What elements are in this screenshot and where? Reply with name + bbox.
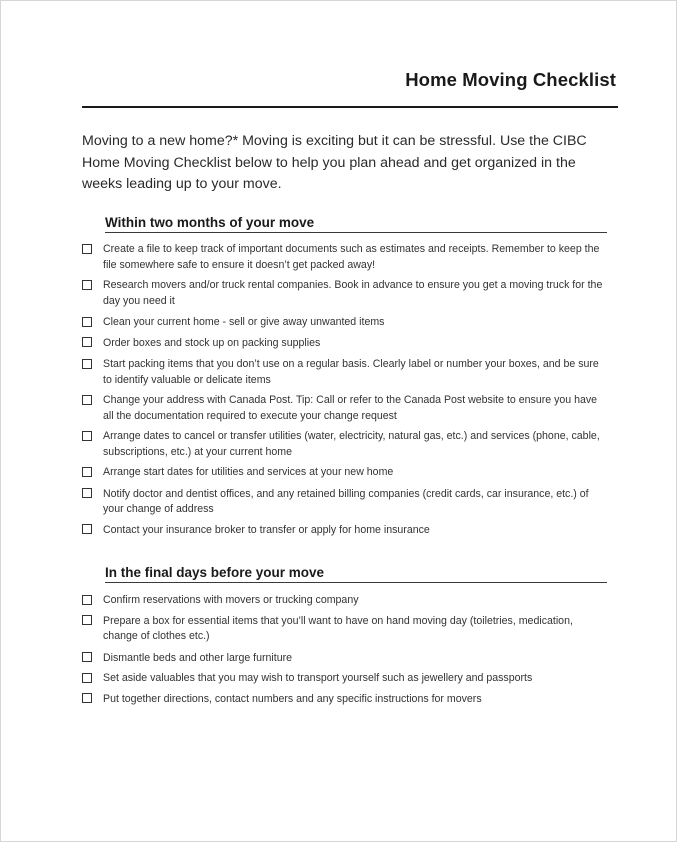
checklist-item-text: Research movers and/or truck rental companies. Book in advance to ensure you get a moving truck for the day you need it [103, 279, 603, 307]
checklist-item-text: Clean your current home - sell or give away unwanted items [103, 316, 385, 328]
checklist-item [82, 614, 607, 645]
section-final-days [82, 565, 607, 707]
checklist-item-text: Notify doctor and dentist offices, and any retained billing companies (credit cards, car insurance, etc.) of your change of address [103, 487, 589, 515]
checklist-item [82, 487, 607, 518]
checklist-item [82, 692, 607, 708]
checklist-item-text: Order boxes and stock up on packing supplies [103, 336, 321, 349]
checklist-item-text: Contact your insurance broker to transfer or apply for home insurance [103, 523, 430, 536]
checklist-item-text: Put together directions, contact numbers and any specific instructions for movers [103, 692, 482, 705]
checklist-item [82, 671, 607, 687]
checklist-item [82, 357, 607, 388]
checklist-item-text: Create a file to keep track of important documents such as estimates and receipts. Remember to keep the file somewhere safe to ensure it doesn’t get packed away! [103, 243, 600, 271]
checkbox[interactable] [82, 280, 92, 290]
checkbox[interactable] [82, 359, 92, 369]
checkbox[interactable] [82, 615, 92, 625]
checklist-item-text: Start packing items that you don’t use on a regular basis. Clearly label or number your boxes, and be sure to identify valuable or delicate items [103, 358, 599, 386]
checklist-item [82, 278, 607, 309]
checklist-item [82, 651, 607, 667]
checklist-item-text: Prepare a box for essential items that you’ll want to have on hand moving day (toiletries, medication, change of clothes etc.) [103, 614, 573, 642]
section-within-two-months [82, 215, 607, 538]
document-title: Home Moving Checklist [405, 69, 616, 90]
checklist-item [82, 393, 607, 424]
checkbox[interactable] [82, 673, 92, 683]
checkbox[interactable] [82, 524, 92, 534]
section-heading: In the final days before your move [105, 565, 607, 583]
checklist-item [82, 336, 607, 352]
checklist-item-text: Arrange dates to cancel or transfer utilities (water, electricity, natural gas, etc.) and services (phone, cable, subscriptions, etc.) at your current home [103, 430, 600, 458]
checkbox[interactable] [82, 395, 92, 405]
checkbox[interactable] [82, 337, 92, 347]
checklist-item [82, 429, 607, 460]
checkbox[interactable] [82, 595, 92, 605]
checkbox[interactable] [82, 652, 92, 662]
checklist [82, 242, 607, 538]
checklist-item [82, 465, 607, 481]
checkbox[interactable] [82, 488, 92, 498]
intro-paragraph: Moving to a new home?* Moving is exciting but it can be stressful. Use the CIBC Home Moving Checklist below to help you plan ahead and get organized in the weeks leading up to your move. [82, 133, 587, 192]
section-heading: Within two months of your move [105, 215, 607, 233]
checklist-item-text: Change your address with Canada Post. Tip: Call or refer to the Canada Post website to ensure you have all the documentation required to execute your change request [103, 394, 598, 422]
checklist-item [82, 593, 607, 609]
checklist [82, 593, 607, 707]
checklist-item-text: Set aside valuables that you may wish to transport yourself such as jewellery and passports [103, 672, 533, 684]
checkbox[interactable] [82, 467, 92, 477]
checkbox[interactable] [82, 317, 92, 327]
checklist-item-text: Dismantle beds and other large furniture [103, 651, 293, 664]
checklist-item [82, 242, 607, 273]
checkbox[interactable] [82, 693, 92, 703]
checklist-item [82, 315, 607, 331]
title-divider [82, 106, 618, 108]
checkbox[interactable] [82, 431, 92, 441]
checklist-item-text: Confirm reservations with movers or trucking company [103, 594, 359, 606]
checklist-item-text: Arrange start dates for utilities and services at your new home [103, 466, 394, 478]
checkbox[interactable] [82, 244, 92, 254]
checklist-item [82, 523, 607, 539]
